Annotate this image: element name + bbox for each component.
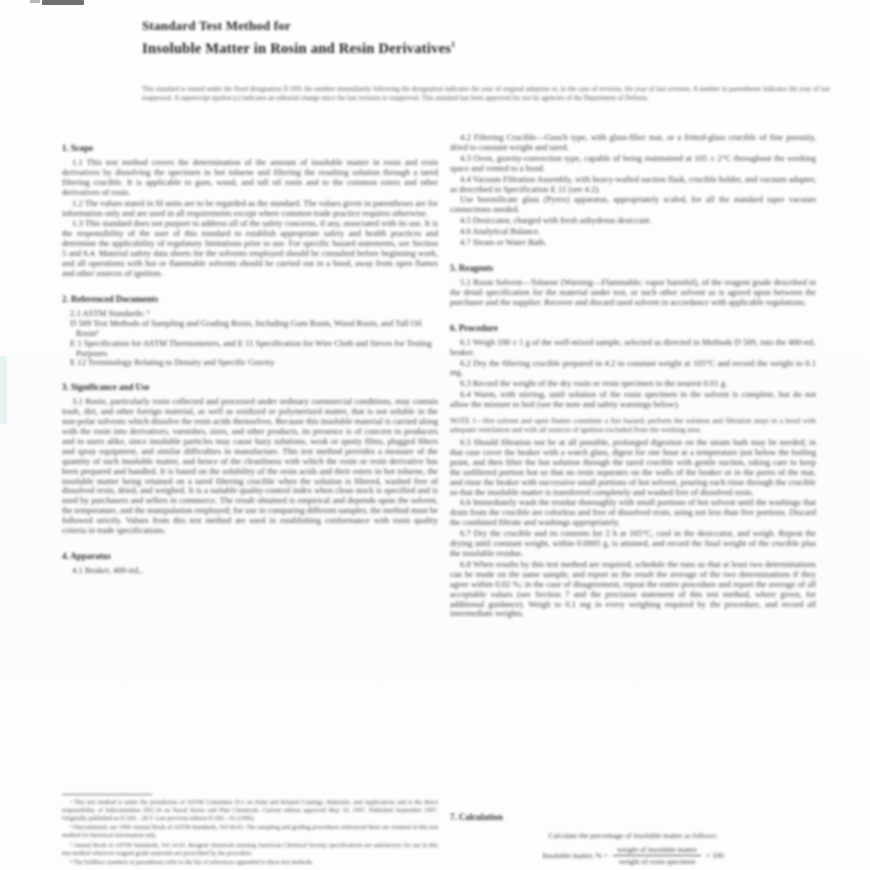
equation-fraction xyxy=(613,845,701,866)
section-2-referenced-documents-heading: 2. Referenced Documents xyxy=(62,293,159,304)
para-4-5: 4.5 Desiccator, charged with fresh anhydrous desiccant. xyxy=(460,215,652,226)
section-4-apparatus-heading: 4. Apparatus xyxy=(62,551,111,561)
equation-intro: Calculate the percentage of insoluble matter as follows: xyxy=(548,831,718,840)
para-4-4: 4.4 Vacuum Filtration Assembly, with heavy-walled suction flask, crucible holder, and vacuum adapter, as described in Specification E 11 (see 4.2). xyxy=(450,173,816,194)
note-1: NOTE 1—Hot solvent and open flames constitute a fire hazard; perform the solution and filtration steps in a hood with adequate ventilation and with all sources of ignition excluded from the working area. xyxy=(450,416,816,435)
para-6-2: 6.2 Dry the filtering crucible prepared in 4.2 to constant weight at 105°C and record the weight to 0.1 mg. xyxy=(450,357,816,378)
para-1-3: 1.3 This standard does not purport to address all of the safety concerns, if any, associated with its use. It is the responsibility of the user of this standard to establish appropriate safety and health practices and determine the applicability of regulatory limitations prior to use. For specific hazard statements, see Section 5 and 6.4. Material safety data sheets for the solvents employed should be consulted before beginning work, and all operations with hot or flammable solvents should be carried out in a hood, away from open flames and other sources of ignition. xyxy=(62,218,438,278)
para-6-8: 6.8 When results by this test method are required, schedule the runs so that at least two determinations can be made on the same sample, and report as the result the average of the two determinations if they agree within 0.02 %; in the case of disagreement, repeat the entire procedure and report the average of all acceptable values (see Section 7 and the precision statement of this test method, where given, for additional guidance). Weigh to 0.1 mg in every weighing required by the procedure, and record all intermediate weights. xyxy=(450,558,816,619)
footnote-4: ⁴ The boldface numbers in parentheses refer to the list of references appended to these test methods. xyxy=(70,860,314,867)
document-title xyxy=(142,18,830,58)
footnote-3: ³ Annual Book of ASTM Standards, Vol 14.03. Reagent chemicals meeting American Chemical Society specifications are satisfactory for use in this test method wherever reagent grade materials are prescribed by the procedure. xyxy=(62,842,438,857)
para-4-6: 4.6 Analytical Balance. xyxy=(460,226,541,237)
designation-note: This standard is issued under the fixed designation D 269; the number immediately following the designation indicates the year of original adoption or, in the case of revision, the year of last revision. A number in parentheses indicates the year of last reapproval. A superscript epsilon (ε) indicates an editorial change since the last revision or reapproval. This standard has been approved for use by agencies of the Department of Defense. xyxy=(142,85,830,102)
para-6-5: 6.5 Should filtration not be at all possible, prolonged digestion on the steam bath may be needed; in that case cover the beaker with a watch glass, digest for one hour at a temperature just below the boiling point, and then filter the hot solution through the tared crucible with gentle suction, taking care to keep the unfiltered portion hot so that no resin separates on the walls of the beaker or in the pores of the mat, and rinse the beaker with successive small portions of hot solvent, pouring each rinse through the crucible so that the insoluble matter is transferred completely and washed free of dissolved resin. xyxy=(450,437,816,497)
equation-multiplier: × 100 xyxy=(705,851,724,860)
para-4-4b: Use borosilicate glass (Pyrex) apparatus, appropriately scaled, for all the standard taper vacuum connections needed. xyxy=(450,194,816,215)
equation-lhs: Insoluble matter, % = xyxy=(542,851,609,860)
footnote-separator xyxy=(62,794,152,795)
para-1-1: 1.1 This test method covers the determination of the amount of insoluble matter in rosin and resin derivatives by dissolving the specimen in hot toluene and filtering the resulting solution through a tared filtering crucible. It is applicable to gum, wood, and tall oil rosin and to the common esters and other derivatives of rosin. xyxy=(62,157,438,197)
insoluble-matter-equation xyxy=(450,845,816,866)
section-3-significance-heading: 3. Significance and Use xyxy=(62,382,150,393)
section-7-calculation-heading: 7. Calculation xyxy=(450,812,503,822)
para-5-1: 5.1 Rosin Solvent—Toluene (Warning—Flammable; vapor harmful), of the reagent grade described in the detail specification for the material under test, or such other solvent as is agreed upon between the purchaser and the supplier. Recover and discard used solvent in accordance with applicable regulations. xyxy=(450,276,816,307)
section-6-procedure-heading: 6. Procedure xyxy=(450,322,498,333)
equation-denominator: weight of rosin specimen xyxy=(618,857,696,866)
para-6-4: 6.4 Warm, with stirring, until solution of the rosin specimen in the solvent is complete, but do not allow the mixture to boil (see the note and safety warnings below). xyxy=(450,389,816,410)
title-line-2: Insoluble Matter in Rosin and Resin Derivatives$^1$ xyxy=(142,40,456,57)
para-3-1: 3.1 Rosin, particularly rosin collected and processed under ordinary commercial conditions, may contain trash, dirt, and other foreign material, as well as oxidized or polymerized matter, that is not soluble in the non-polar solvents which dissolve the resin acids themselves. Because this insoluble material is carried along with the rosin into derivatives, varnishes, sizes, and other products, its presence is of concern to producers and to users alike, since insoluble particles may cause hazy solutions, weak or spotty films, plugged filters and spray equipment, and similar difficulties in manufacture. This test method provides a measure of the quantity of such insoluble matter, and hence of the cleanliness with which the rosin or resin derivative has been prepared and handled. It is based on the solubility of the resin acids and their esters in hot toluene, the insoluble matter being retained on a tared filtering crucible when the solution is filtered, washed free of dissolved resin, dried, and weighed. It is a suitable quality-control index when clean stock is specified and is used by purchasers and sellers in commerce. The result obtained is empirical and depends upon the solvent, the temperature, and the manipulation employed; for use in comparing different samples, the method must be followed strictly. Values from this test method are used in establishing conformance with rosin quality criteria in trade specifications. xyxy=(62,396,438,536)
footnote-2: ² Discontinued; see 1996 Annual Book of ASTM Standards, Vol 06.03. The sampling and grading procedures referenced there are retained in this test method for historical information only. xyxy=(62,825,438,840)
ref-d509: D 509 Test Methods of Sampling and Grading Rosin, Including Gum Rosin, Wood Rosin, and Tall Oil Rosin² xyxy=(70,317,422,338)
footnote-1: ¹ This test method is under the jurisdiction of ASTM Committee D-1 on Paint and Related Coatings, Materials, and Applications and is the direct responsibility of Subcommittee D01.34 on Naval Stores and Pine Chemicals. Current edition approved May 10, 1997. Published September 1997. Originally published as D 269 – 28 T. Last previous edition D 269 – 91 (1996). xyxy=(62,800,438,822)
para-4-2: 4.2 Filtering Crucible—Gooch type, with glass-fiber mat, or a fritted-glass crucible of fine porosity, dried to constant weight and tared. xyxy=(450,133,816,152)
ref-2-1: 2.1 ASTM Standards: ² xyxy=(70,307,150,318)
right-column xyxy=(450,133,816,870)
para-4-7: 4.7 Steam or Water Bath. xyxy=(460,237,547,248)
ref-d1358: E 12 Terminology Relating to Density and Specific Gravity xyxy=(70,357,275,368)
section-5-reagents-heading: 5. Reagents xyxy=(450,262,494,273)
title-footnote-reference: 1 xyxy=(451,40,456,49)
left-column xyxy=(62,133,438,870)
para-4-3: 4.3 Oven, gravity-convection type, capable of being maintained at 105 ± 2°C throughout the working space and vented to a hood. xyxy=(450,152,816,173)
two-column-body xyxy=(62,133,816,870)
para-1-2: 1.2 The values stated in SI units are to be regarded as the standard. The values given in parentheses are for information only and are used in all requirements except where common trade practice requires otherwise. xyxy=(62,197,438,218)
para-6-7: 6.7 Dry the crucible and its contents for 2 h at 105°C, cool in the desiccator, and weigh. Repeat the drying until constant weight, within 0.0005 g, is attained, and record the final weight of the crucible plus the insoluble residue. xyxy=(450,528,816,558)
equation-numerator: weight of insoluble matter xyxy=(613,845,701,856)
title-line-1: Standard Test Method for xyxy=(142,18,291,33)
para-6-6: 6.6 Immediately wash the residue thoroughly with small portions of hot solvent until the washings that drain from the crucible are colorless and free of dissolved resin, using not less than five portions. Discard the combined filtrate and washings appropriately. xyxy=(450,497,816,528)
para-6-3: 6.3 Record the weight of the dry rosin or resin specimen to the nearest 0.01 g. xyxy=(460,378,728,389)
document-header xyxy=(142,18,830,103)
ref-e1: E 1 Specification for ASTM Thermometers, and E 11 Specification for Wire Cloth and Sieves for Testing Purposes xyxy=(70,337,432,358)
para-6-1: 6.1 Weigh 100 ± 1 g of the well-mixed sample, selected as directed in Methods D 509, into the 400-mL beaker. xyxy=(450,336,816,357)
section-1-scope-heading: 1. Scope xyxy=(62,143,94,153)
para-4-1: 4.1 Beaker, 400-mL. xyxy=(72,565,144,575)
